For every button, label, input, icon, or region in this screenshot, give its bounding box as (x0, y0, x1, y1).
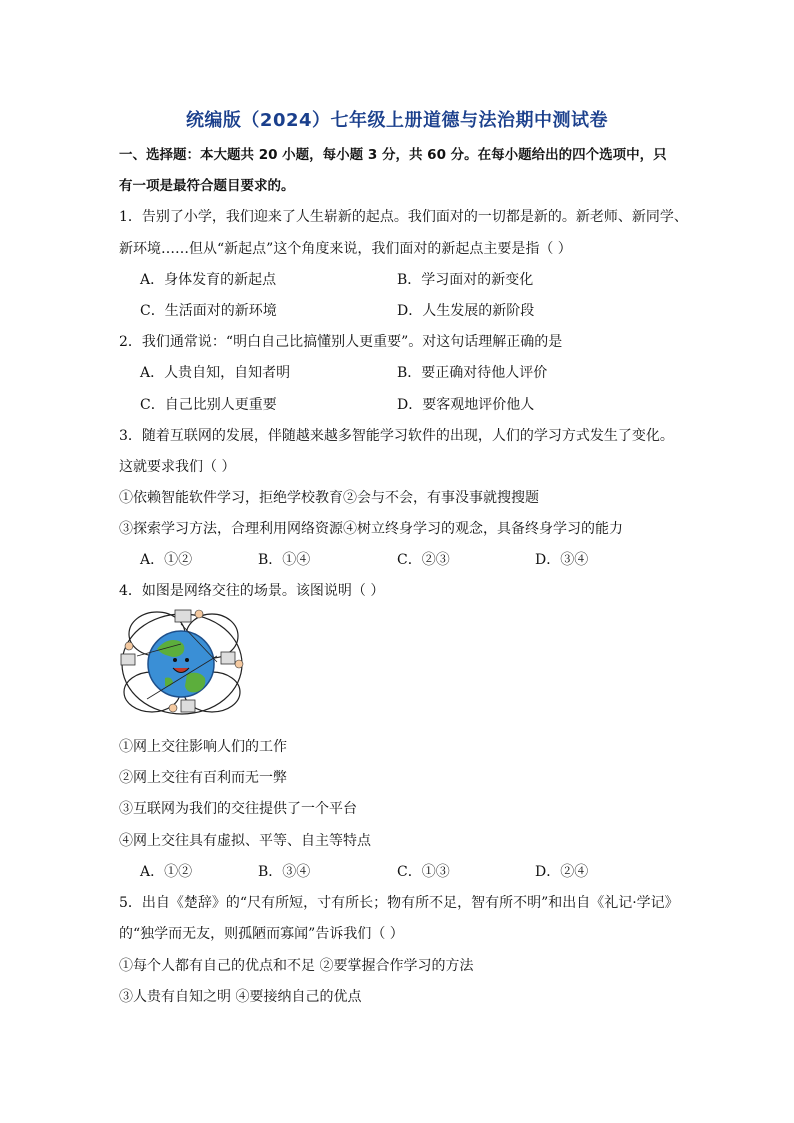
question-1-line2: 新环境……但从“新起点”这个角度来说，我们面对的新起点主要是指（ ） (119, 241, 572, 257)
question-3-option-c: C．②③ (397, 552, 450, 568)
page-title: 统编版（2024）七年级上册道德与法治期中测试卷 (185, 110, 609, 131)
question-2-option-c: C．自己比别人更重要 (140, 397, 277, 413)
question-3-option-b: B．①④ (258, 552, 311, 568)
question-2-option-b: B．要正确对待他人评价 (397, 365, 548, 381)
computer-user-top (175, 610, 203, 622)
section-instruction-line1: 一、选择题：本大题共 20 小题，每小题 3 分，共 60 分。在每小题给出的四个选项中，只 (119, 147, 667, 163)
question-5-line1: 5．出自《楚辞》的“尺有所短，寸有所长；物有所不足，智有所不明”和出自《礼记·学记》 (119, 895, 679, 911)
globe-eye (185, 658, 189, 662)
question-2-line1: 2．我们通常说：“明白自己比搞懂别人更重要”。对这句话理解正确的是 (119, 334, 563, 350)
question-4-statement-4: ④网上交往具有虚拟、平等、自主等特点 (119, 833, 371, 849)
question-4-option-d: D．②④ (535, 864, 589, 880)
question-4-line1: 4．如图是网络交往的场景。该图说明（ ） (119, 583, 385, 599)
computer-user-right (221, 652, 243, 668)
question-4-statement-1: ①网上交往影响人们的工作 (119, 739, 287, 755)
question-3-statement-1: ①依赖智能软件学习，拒绝学校教育②会与不会，有事没事就搜搜题 (119, 490, 539, 506)
question-1-option-a: A．身体发育的新起点 (140, 272, 277, 288)
question-1-option-c: C．生活面对的新环境 (140, 303, 277, 319)
globe-eye (173, 658, 177, 662)
question-5-statement-1: ①每个人都有自己的优点和不足 ②要掌握合作学习的方法 (119, 958, 474, 974)
question-3-option-a: A．①② (140, 552, 193, 568)
question-3-line1: 3．随着互联网的发展，伴随越来越多智能学习软件的出现，人们的学习方式发生了变化。 (119, 428, 674, 444)
question-4-statement-2: ②网上交往有百利而无一弊 (119, 770, 287, 786)
question-1-option-b: B．学习面对的新变化 (397, 272, 534, 288)
network-globe-illustration (117, 604, 247, 719)
question-5-line2: 的“独学而无友，则孤陋而寡闻”告诉我们（ ） (119, 926, 404, 942)
question-2-option-d: D．要客观地评价他人 (397, 397, 535, 413)
question-1-option-d: D．人生发展的新阶段 (397, 303, 535, 319)
question-3-line2: 这就要求我们（ ） (119, 459, 236, 475)
question-3-option-d: D．③④ (535, 552, 589, 568)
question-5-statement-2: ③人贵有自知之明 ④要接纳自己的优点 (119, 989, 362, 1005)
question-4-option-b: B．③④ (258, 864, 311, 880)
question-4-option-c: C．①③ (397, 864, 450, 880)
question-3-statement-2: ③探索学习方法，合理利用网络资源④树立终身学习的观念，具备终身学习的能力 (119, 521, 623, 537)
section-instruction-line2: 有一项是最符合题目要求的。 (119, 178, 295, 194)
question-4-option-a: A．①② (140, 864, 193, 880)
question-1-line1: 1．告别了小学，我们迎来了人生崭新的起点。我们面对的一切都是新的。新老师、新同学、 (119, 209, 688, 225)
computer-user-bottom (169, 700, 195, 712)
question-4-statement-3: ③互联网为我们的交往提供了一个平台 (119, 801, 357, 817)
question-2-option-a: A．人贵自知，自知者明 (140, 365, 291, 381)
